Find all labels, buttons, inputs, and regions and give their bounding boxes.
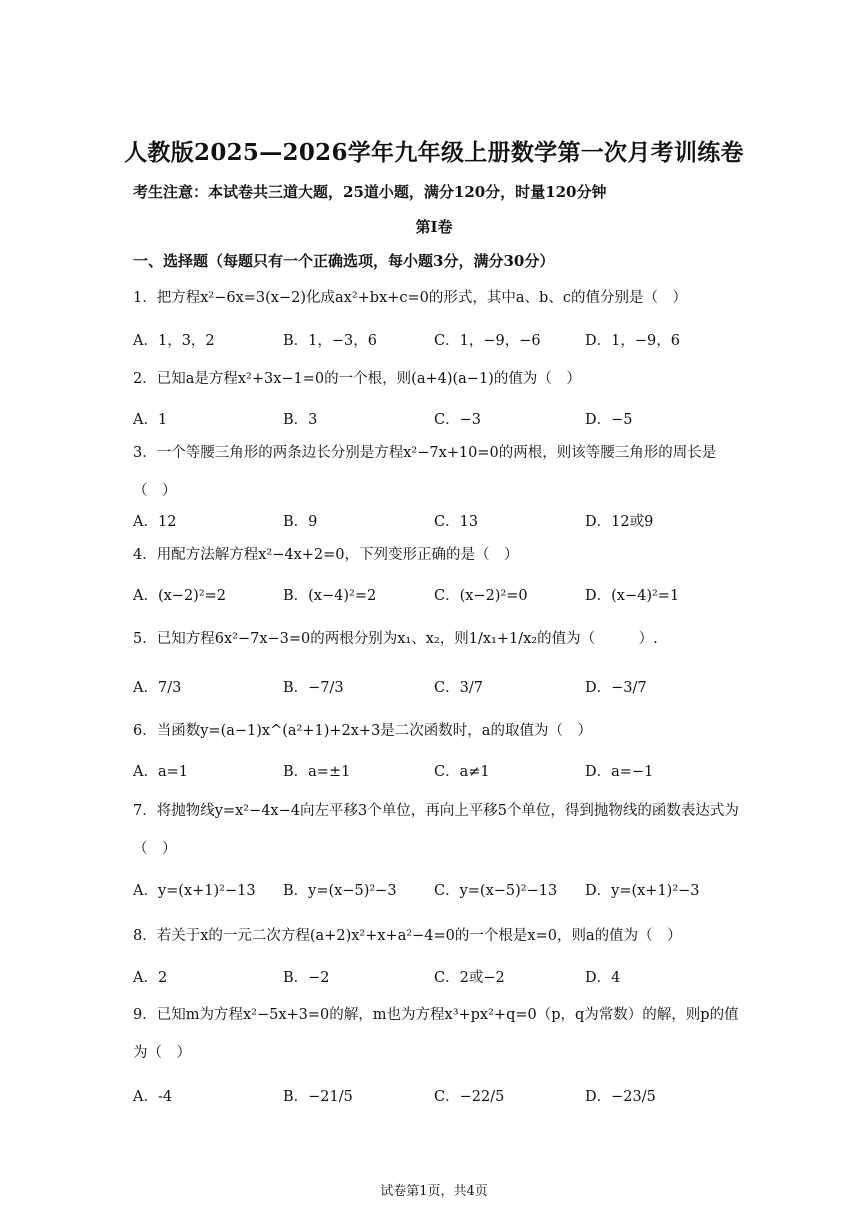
question-8-options <box>133 958 743 994</box>
question-1-stem: 1．把方程x²−6x=3(x−2)化成ax²+bx+c=0的形式，其中a、b、c的值分别是（ ） <box>133 290 687 306</box>
option-d: D．1，−9，6 <box>585 332 680 349</box>
option-d: D．y=(x+1)²−3 <box>585 882 700 899</box>
question-2-options <box>133 400 743 436</box>
option-c: C．−22/5 <box>434 1088 505 1105</box>
option-a: A．a=1 <box>133 763 188 780</box>
option-b: B．(x−4)²=2 <box>283 587 377 604</box>
option-a: A．y=(x+1)²−13 <box>133 882 256 899</box>
question-7-stem: 7．将抛物线y=x²−4x−4向左平移3个单位，再向上平移5个单位，得到抛物线的函数表达式为（ ） <box>133 803 739 857</box>
question-5-stem: 5．已知方程6x²−7x−3=0的两根分别为x₁、x₂，则1/x₁+1/x₂的值为（ ）. <box>133 631 658 647</box>
option-c: C．(x−2)²=0 <box>434 587 528 604</box>
option-b: B．−21/5 <box>283 1088 353 1105</box>
question-1-options <box>133 321 743 357</box>
option-b: B．1，−3，6 <box>283 332 377 349</box>
option-b: B．a=±1 <box>283 763 351 780</box>
exam-notice: 考生注意：本试卷共三道大题，25道小题，满分120分，时量120分钟 <box>133 183 607 201</box>
question-9-options <box>133 1077 743 1113</box>
option-b: B．y=(x−5)²−3 <box>283 882 397 899</box>
question-9-stem: 9．已知m为方程x²−5x+3=0的解，m也为方程x³+px²+q=0（p，q为常数）的解，则p的值为（ ） <box>133 1007 739 1061</box>
option-b: B．3 <box>283 411 318 428</box>
option-a: A．12 <box>133 513 177 530</box>
option-d: D．a=−1 <box>585 763 654 780</box>
option-c: C．3/7 <box>434 679 483 696</box>
option-d: D．−23/5 <box>585 1088 656 1105</box>
option-d: D．4 <box>585 969 621 986</box>
question-5-options <box>133 668 743 704</box>
option-c: C．a≠1 <box>434 763 490 780</box>
option-c: C．13 <box>434 513 479 530</box>
question-4-options <box>133 576 743 612</box>
question-8-stem: 8．若关于x的一元二次方程(a+2)x²+x+a²−4=0的一个根是x=0，则a的值为（ ） <box>133 928 682 944</box>
option-a: A．1 <box>133 411 168 428</box>
option-c: C．−3 <box>434 411 481 428</box>
option-d: D．12或9 <box>585 513 654 530</box>
option-d: D．(x−4)²=1 <box>585 587 680 604</box>
option-a: A．2 <box>133 969 168 986</box>
question-3-options <box>133 502 743 538</box>
option-c: C．y=(x−5)²−13 <box>434 882 558 899</box>
page-footer: 试卷第1页，共4页 <box>380 1184 488 1199</box>
option-b: B．9 <box>283 513 318 530</box>
option-b: B．−7/3 <box>283 679 344 696</box>
page-title: 人教版2025—2026学年九年级上册数学第一次月考训练卷 <box>124 139 744 166</box>
option-b: B．−2 <box>283 969 330 986</box>
question-6-options <box>133 752 743 788</box>
question-7-options <box>133 871 743 907</box>
question-6-stem: 6．当函数y=(a−1)x^(a²+1)+2x+3是二次函数时，a的取值为（ ） <box>133 723 592 739</box>
option-c: C．1，−9，−6 <box>434 332 541 349</box>
question-3-stem: 3．一个等腰三角形的两条边长分别是方程x²−7x+10=0的两根，则该等腰三角形的周长是（ ） <box>133 445 717 499</box>
question-4-stem: 4．用配方法解方程x²−4x+2=0，下列变形正确的是（ ） <box>133 547 519 563</box>
option-c: C．2或−2 <box>434 969 505 986</box>
option-a: A．(x−2)²=2 <box>133 587 227 604</box>
volume-heading: 第I卷 <box>415 218 453 236</box>
option-d: D．−3/7 <box>585 679 647 696</box>
option-a: A．1，3，2 <box>133 332 215 349</box>
option-a: A．-4 <box>133 1088 173 1105</box>
question-2-stem: 2．已知a是方程x²+3x−1=0的一个根，则(a+4)(a−1)的值为（ ） <box>133 371 581 387</box>
section-heading: 一、选择题（每题只有一个正确选项，每小题3分，满分30分） <box>133 252 555 270</box>
option-d: D．−5 <box>585 411 633 428</box>
option-a: A．7/3 <box>133 679 182 696</box>
